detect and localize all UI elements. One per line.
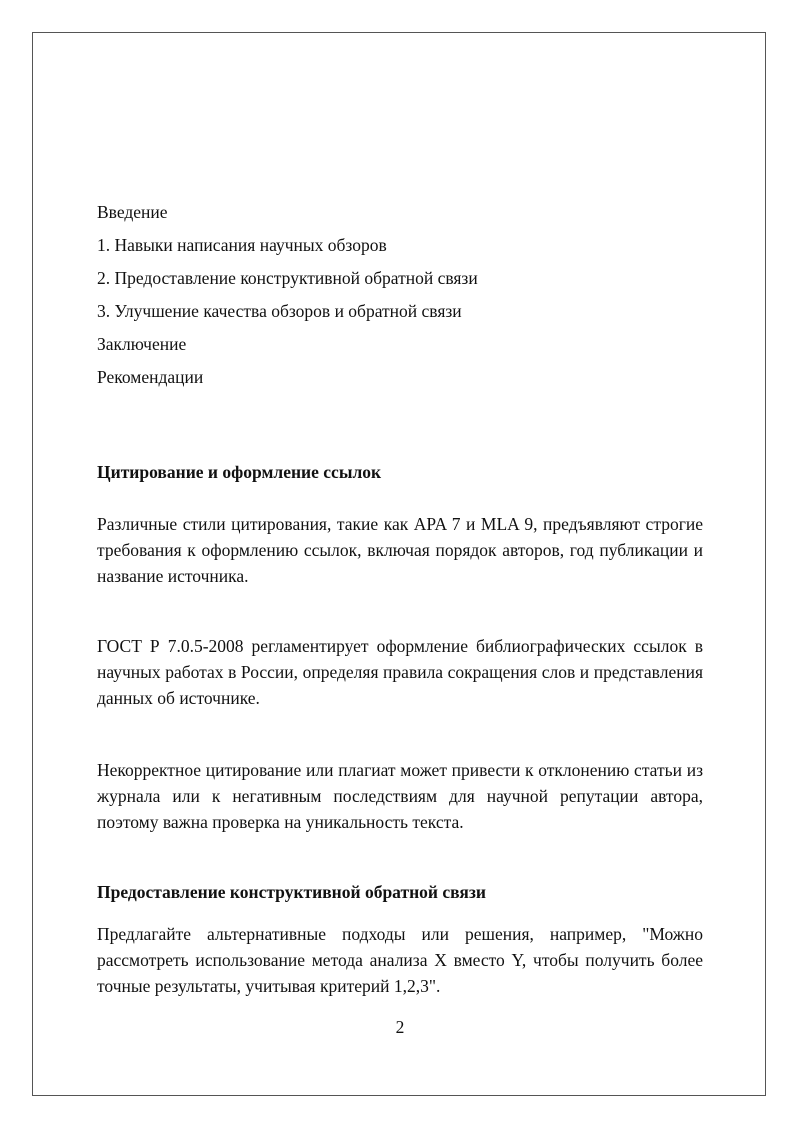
citation-heading: Цитирование и оформление ссылок xyxy=(97,462,382,482)
toc-item-recommendations: Рекомендации xyxy=(97,367,204,387)
table-of-contents xyxy=(97,199,703,397)
toc-item-introduction: Введение xyxy=(97,202,168,222)
toc-item-conclusion: Заключение xyxy=(97,334,187,354)
toc-item-section-2: 2. Предоставление конструктивной обратной связи xyxy=(97,268,478,288)
toc-item-section-1: 1. Навыки написания научных обзоров xyxy=(97,235,387,255)
feedback-heading: Предоставление конструктивной обратной связи xyxy=(97,882,486,902)
citation-paragraph-3: Некорректное цитирование или плагиат может привести к отклонению статьи из журнала или к негативным последствиям для научной репутации автора, поэтому важна проверка на уникальность текста. xyxy=(97,760,703,832)
page-number: 2 xyxy=(395,1017,405,1037)
toc-item-section-3: 3. Улучшение качества обзоров и обратной связи xyxy=(97,301,462,321)
citation-paragraph-2: ГОСТ Р 7.0.5-2008 регламентирует оформление библиографических ссылок в научных работах в России, определяя правила сокращения слов и представления данных об источнике. xyxy=(97,636,703,708)
feedback-paragraph-1: Предлагайте альтернативные подходы или решения, например, "Можно рассмотреть использование метода анализа X вместо Y, чтобы получить более точные результаты, учитывая критерий 1,2,3". xyxy=(97,924,703,996)
citation-paragraph-1: Различные стили цитирования, такие как APA 7 и MLA 9, предъявляют строгие требования к оформлению ссылок, включая порядок авторов, год публикации и название источника. xyxy=(97,514,703,586)
